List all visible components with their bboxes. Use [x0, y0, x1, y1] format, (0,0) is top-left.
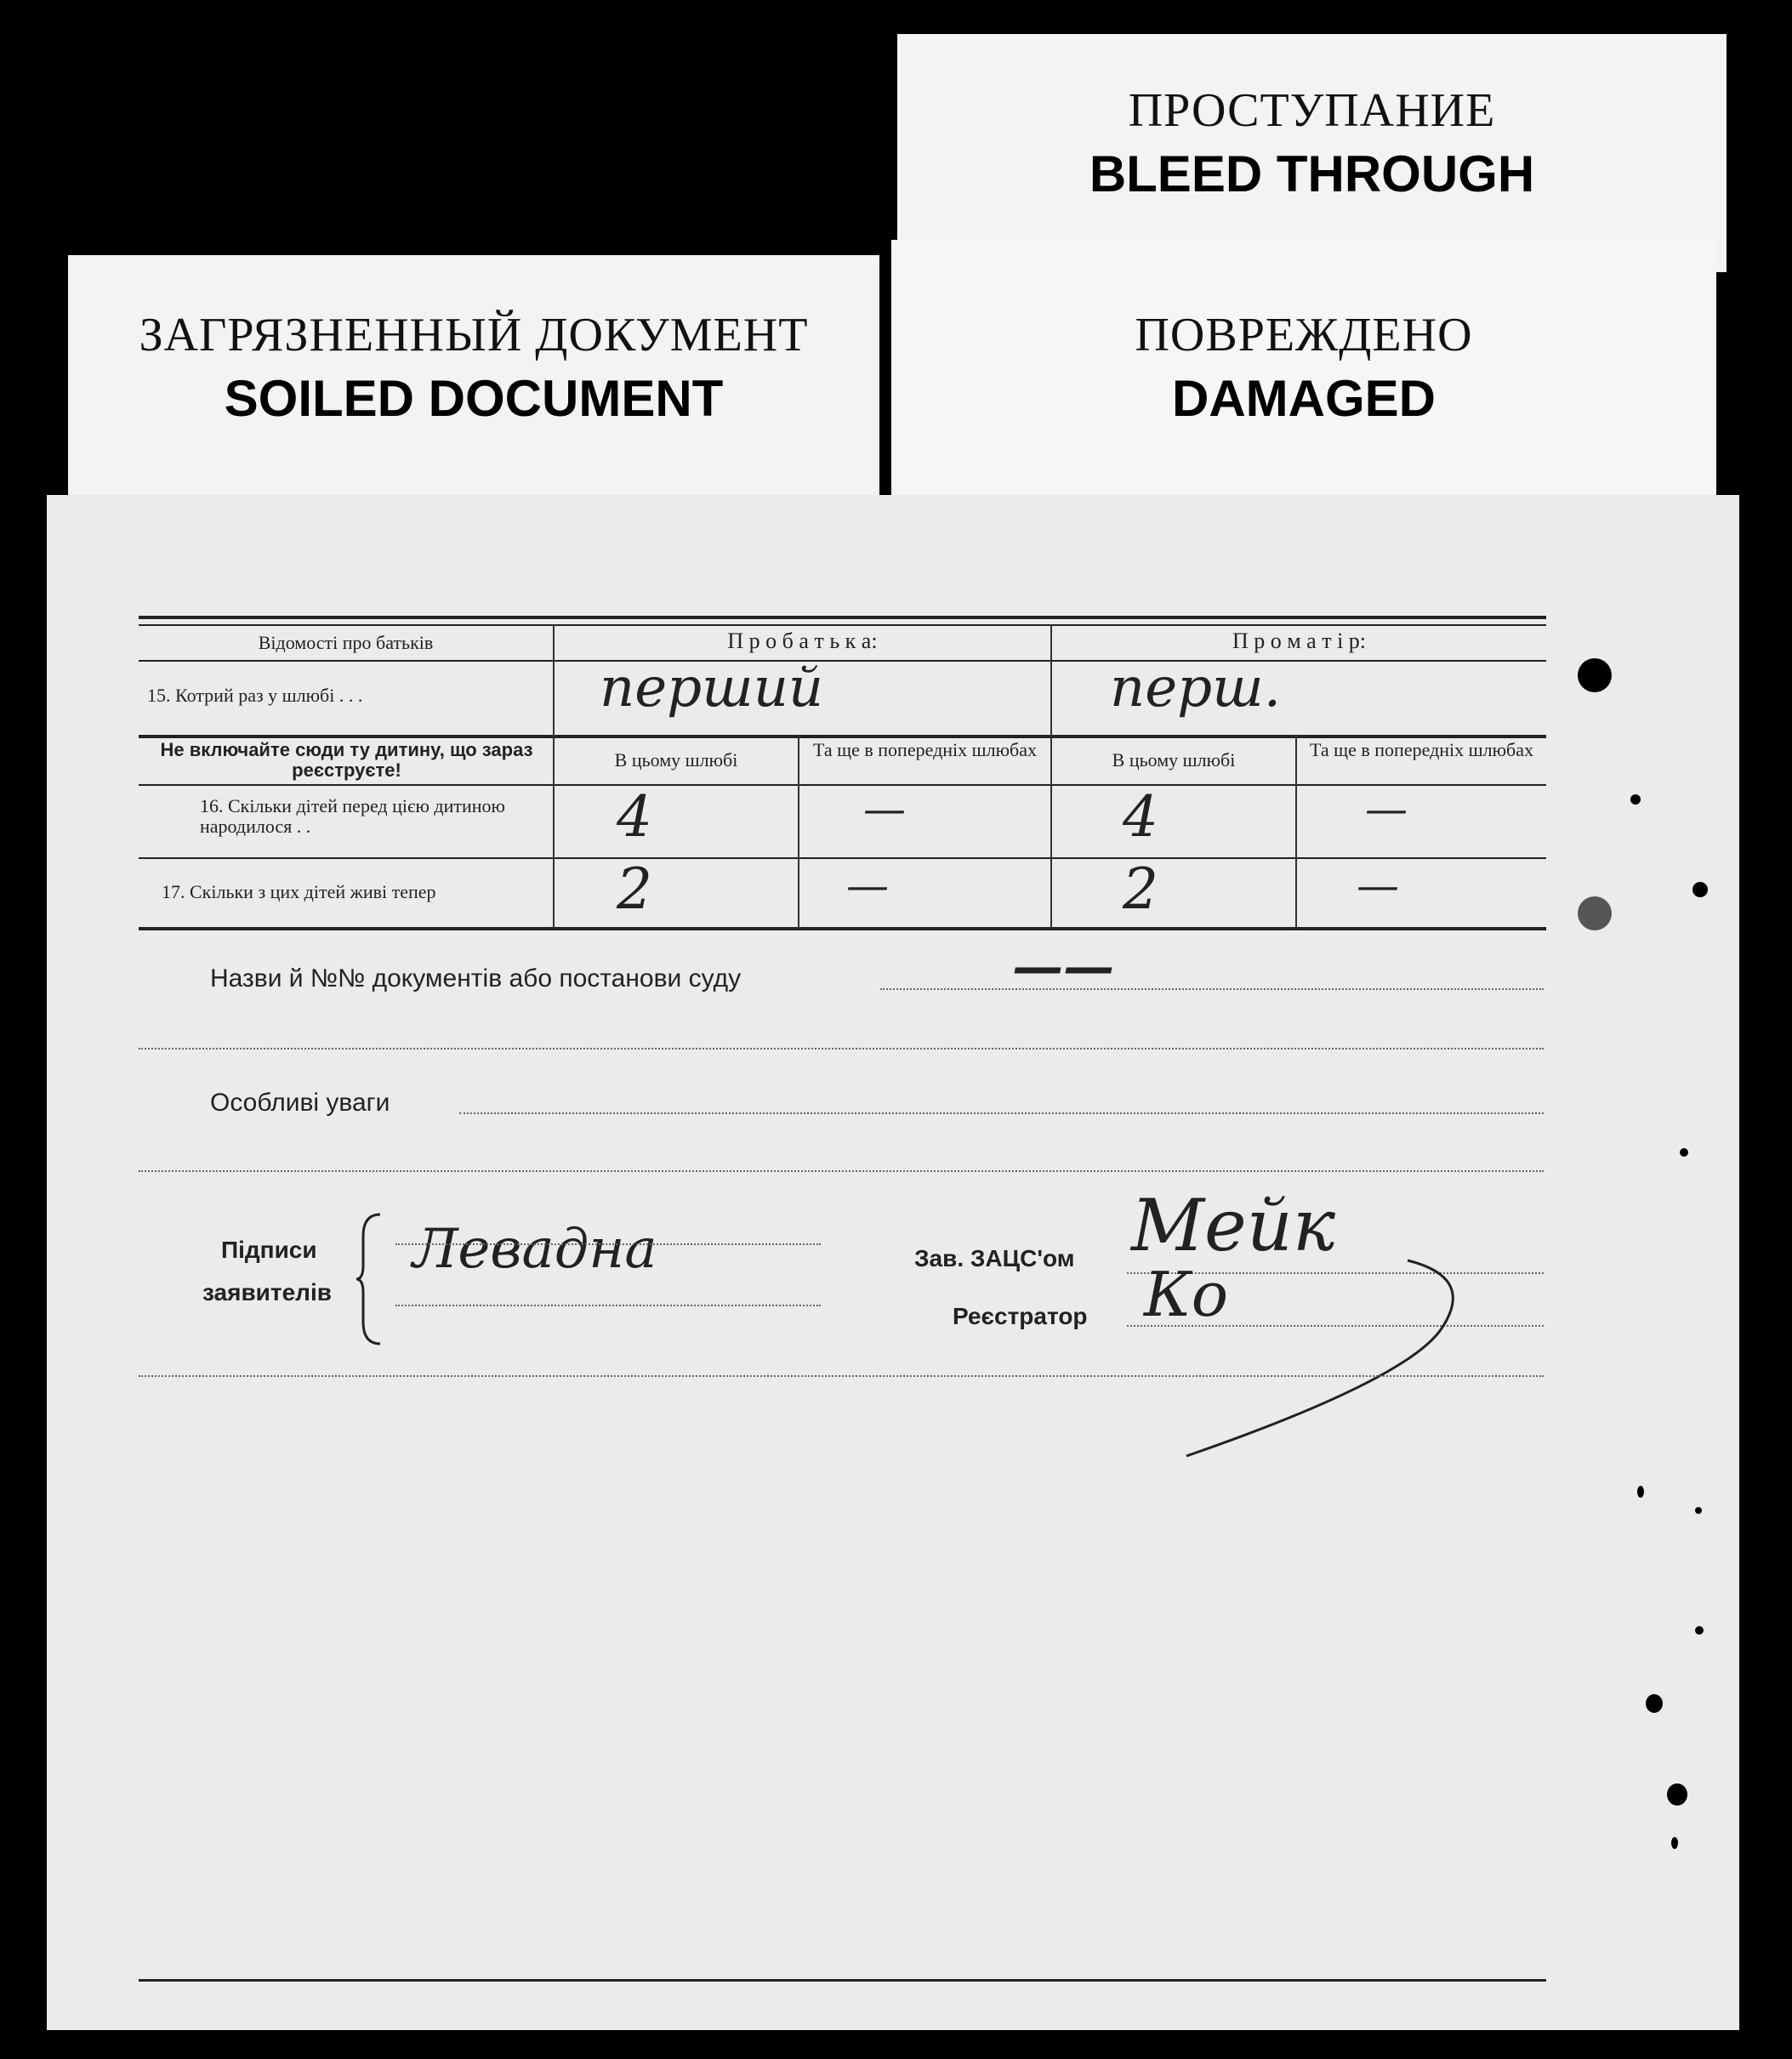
damage-mark-5: [1695, 1507, 1702, 1514]
row16-rule: [139, 857, 1546, 859]
bleed-through-ru: ПРОСТУПАНИЕ: [1128, 84, 1496, 137]
notes-dotline-2: [139, 1170, 1544, 1172]
signature-dotline-2: [395, 1305, 821, 1306]
bleed-through-card: [897, 34, 1727, 272]
row16-mother-prev: —: [1365, 784, 1408, 833]
row15-rule: [139, 735, 1546, 738]
signature-flourish: [1152, 1252, 1510, 1473]
head-label: Зав. ЗАЦС'ом: [914, 1245, 1075, 1271]
table-top-rule: [139, 616, 1546, 619]
signature-dotline-1: [395, 1243, 821, 1245]
applicant-signature: Левадна: [412, 1218, 657, 1281]
documents-value: ——: [1012, 937, 1114, 997]
row17-father-prev: —: [846, 861, 889, 910]
damage-mark-2: [1692, 882, 1708, 897]
damage-mark-3: [1680, 1148, 1688, 1157]
table-top-rule-2: [139, 624, 1546, 626]
header-about-mother: П р о м а т і р:: [1232, 629, 1367, 653]
row17-mother-this: 2: [1123, 856, 1158, 922]
header-about-father: П р о б а т ь к а:: [727, 629, 878, 653]
row16-father-this: 4: [617, 784, 652, 850]
soiled-document-card: [68, 255, 879, 510]
row17-label: 17. Скільки з цих дітей живі тепер: [162, 881, 436, 902]
punch-hole-2: [1578, 896, 1612, 930]
table-bottom-rule: [139, 927, 1546, 930]
damage-mark-8: [1667, 1783, 1687, 1806]
col-divider-2: [1050, 624, 1052, 929]
header-rule: [139, 660, 1546, 662]
damage-mark-4: [1637, 1486, 1644, 1498]
damage-mark-1: [1630, 794, 1641, 805]
row16-father-prev: —: [863, 784, 906, 833]
subheader-father-prev: Та ще в попередніх шлюбах: [813, 739, 1037, 760]
col-divider-1: [553, 624, 555, 929]
documents-dotline: [880, 988, 1544, 990]
signatures-label-1: Підписи: [221, 1237, 317, 1263]
row15-label: 15. Котрий раз у шлюбі . . .: [147, 685, 363, 706]
col-divider-mother-sub: [1295, 735, 1297, 929]
subheader-father-this: В цьому шлюбі: [614, 749, 738, 771]
bottom-rule: [139, 1979, 1546, 1982]
notes-dotline: [459, 1112, 1544, 1114]
row17-father-this: 2: [617, 856, 652, 922]
row16-mother-this: 4: [1123, 784, 1158, 850]
row17-mother-prev: —: [1357, 861, 1399, 910]
damaged-ru: ПОВРЕЖДЕНО: [1135, 309, 1473, 361]
row15-mother-value: перш.: [1110, 657, 1282, 720]
col-divider-father-sub: [798, 735, 799, 929]
section-dotline: [139, 1375, 1544, 1377]
bleed-through-en: BLEED THROUGH: [1089, 145, 1535, 202]
damage-mark-6: [1695, 1626, 1704, 1635]
signatures-brace: [355, 1211, 389, 1347]
document-sheet: [47, 495, 1739, 2030]
documents-dotline-2: [139, 1048, 1544, 1049]
damaged-card: [891, 240, 1716, 503]
damaged-en: DAMAGED: [1172, 370, 1436, 427]
notes-label: Особливі уваги: [210, 1089, 390, 1117]
head-signature: Мейк: [1131, 1184, 1335, 1267]
signatures-label-2: заявителів: [202, 1279, 332, 1305]
subheader-rule: [139, 784, 1546, 786]
registrar-label: Реєстратор: [953, 1303, 1088, 1329]
registrar-signature: Ко: [1144, 1259, 1229, 1330]
punch-hole-1: [1578, 658, 1612, 692]
damage-mark-9: [1671, 1837, 1678, 1849]
subheader-mother-this: В цьому шлюбі: [1112, 749, 1236, 771]
header-info-about-parents: Відомості про батьків: [258, 632, 434, 653]
soiled-document-ru: ЗАГРЯЗНЕННЫЙ ДОКУМЕНТ: [139, 309, 809, 361]
subheader-note: Не включайте сюди ту дитину, що зараз реєструєте!: [160, 739, 533, 781]
row15-father-value: перший: [600, 657, 824, 720]
subheader-mother-prev: Та ще в попередніх шлюбах: [1310, 739, 1533, 760]
damage-mark-7: [1646, 1694, 1663, 1713]
row16-label: 16. Скільки дітей перед цією дитиною народилося . .: [200, 795, 505, 837]
documents-label: Назви й №№ документів або постанови суду: [210, 964, 742, 993]
soiled-document-en: SOILED DOCUMENT: [224, 370, 724, 427]
